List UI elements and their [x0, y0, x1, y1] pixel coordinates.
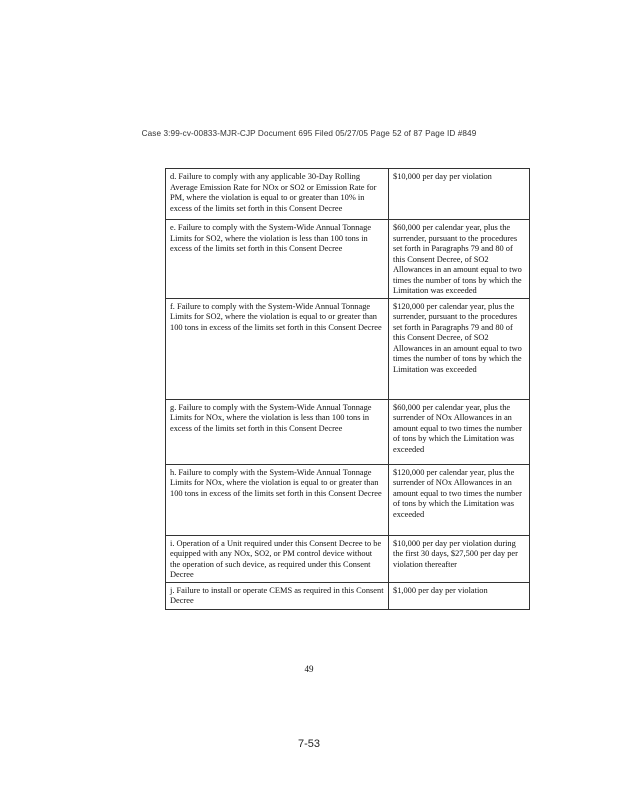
violation-cell — [166, 399, 389, 464]
penalty-cell — [389, 399, 530, 464]
violation-text: f. Failure to comply with the System-Wide Annual Tonnage Limits for SO2, where the violation is equal to or greater than 100 tons in excess of the limits set forth in this Consent Decree — [170, 301, 382, 332]
violation-cell — [166, 220, 389, 299]
table-row — [166, 535, 530, 582]
table-row — [166, 464, 530, 535]
violation-text: g. Failure to comply with the System-Wide Annual Tonnage Limits for NOx, where the violation is less than 100 tons in excess of the limits set forth in this Consent Decree — [170, 402, 372, 433]
violation-text: h. Failure to comply with the System-Wide Annual Tonnage Limits for NOx, where the violation is equal to or greater than 100 tons in excess of the limits set forth in this Consent Decree — [170, 467, 382, 498]
footer-page-label: 7-53 — [297, 738, 321, 750]
table-row — [166, 298, 530, 399]
page-number: 49 — [304, 664, 314, 674]
penalty-table — [165, 168, 530, 610]
penalty-text: $10,000 per day per violation — [393, 172, 492, 181]
violation-cell — [166, 169, 389, 220]
penalty-text: $120,000 per calendar year, plus the surrender, pursuant to the procedures set forth in Paragraphs 79 and 80 of this Consent Decree, of SO2 Allowances in an amount equal to two times the number of tons by which the Limitation was exceeded — [393, 301, 522, 374]
violation-text: e. Failure to comply with the System-Wide Annual Tonnage Limits for SO2, where the violation is less than 100 tons in excess of the limits set forth in this Consent Decree — [170, 223, 372, 253]
penalty-cell — [389, 464, 530, 535]
table-row — [166, 399, 530, 464]
penalty-cell — [389, 298, 530, 399]
penalty-text: $10,000 per day per violation during the first 30 days, $27,500 per day per violation thereafter — [393, 538, 518, 569]
table-row — [166, 220, 530, 299]
penalty-text: $60,000 per calendar year, plus the surrender of NOx Allowances in an amount equal to two times the number of tons by which the Limitation was exceeded — [393, 402, 522, 454]
violation-cell — [166, 535, 389, 582]
penalty-cell — [389, 220, 530, 299]
penalty-text: $120,000 per calendar year, plus the surrender of NOx Allowances in an amount equal to two times the number of tons by which the Limitation was exceeded — [393, 467, 522, 519]
penalty-text: $1,000 per day per violation — [393, 585, 488, 595]
violation-text: i. Operation of a Unit required under this Consent Decree to be equipped with any NOx, SO2, or PM control device without the operation of such device, as required under this Consent Decree — [170, 538, 382, 579]
violation-cell — [166, 582, 389, 609]
penalty-cell — [389, 169, 530, 220]
penalty-text: $60,000 per calendar year, plus the surrender, pursuant to the procedures set forth in Paragraphs 79 and 80 of this Consent Decree, of SO2 Allowances in an amount equal to two times the number of tons by which the Limitation was exceeded — [393, 223, 522, 295]
violation-cell — [166, 298, 389, 399]
case-header: Case 3:99-cv-00833-MJR-CJP Document 695 Filed 05/27/05 Page 52 of 87 Page ID #849 — [141, 129, 477, 138]
table-row — [166, 169, 530, 220]
penalty-cell — [389, 535, 530, 582]
violation-text: j. Failure to install or operate CEMS as required in this Consent Decree — [170, 585, 384, 605]
violation-cell — [166, 464, 389, 535]
penalty-cell — [389, 582, 530, 609]
violation-text: d. Failure to comply with any applicable 30-Day Rolling Average Emission Rate for NOx or SO2 or Emission Rate for PM, where the violation is equal to or greater than 10% in excess of the limits set forth in this Consent Decree — [170, 172, 377, 213]
table-row — [166, 582, 530, 609]
